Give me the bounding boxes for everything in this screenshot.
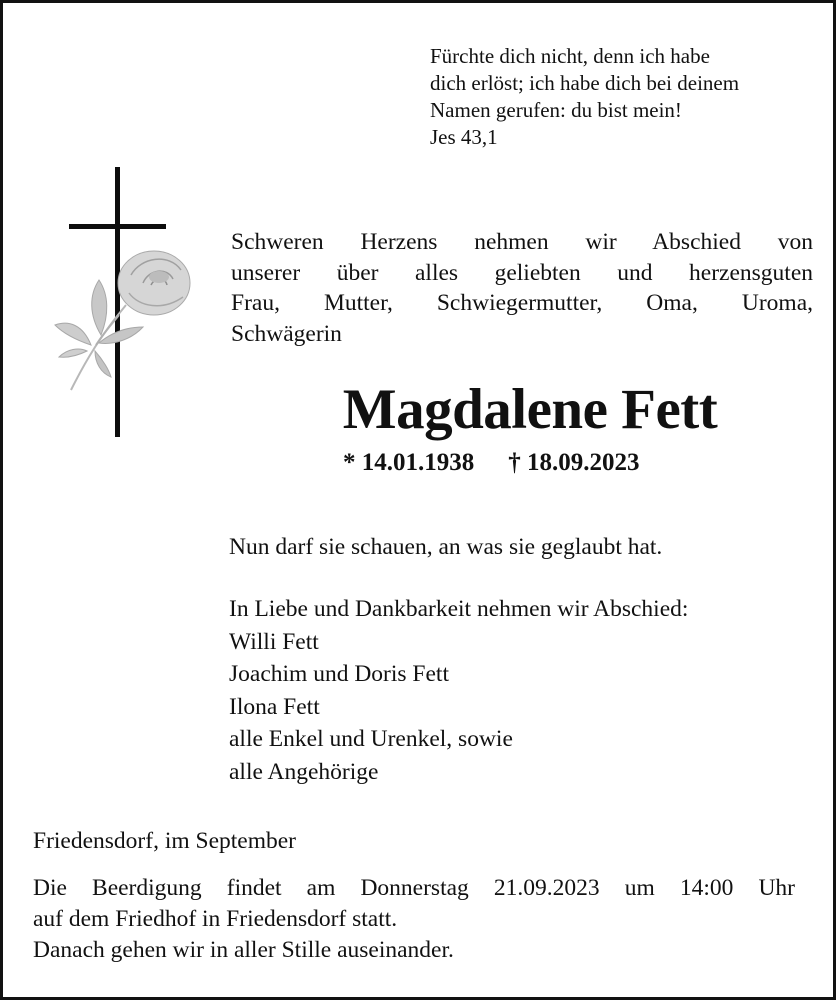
birth-date: * 14.01.1938 — [343, 449, 475, 476]
mourner-name: alle Angehörige — [229, 758, 379, 785]
quote-line: Namen gerufen: du bist mein! — [430, 98, 682, 122]
bible-quote — [430, 43, 820, 151]
funeral-line: Danach gehen wir in aller Stille auseinander. — [33, 937, 454, 963]
mourner-name: Ilona Fett — [229, 693, 320, 720]
intro-text — [231, 227, 813, 349]
mourners-heading: In Liebe und Dankbarkeit nehmen wir Abschied: — [229, 596, 689, 622]
life-dates — [343, 447, 743, 479]
rose-icon — [55, 251, 190, 390]
intro-line: Schweren Herzens nehmen wir Abschied von — [231, 229, 813, 255]
intro-line: Schwägerin — [231, 320, 342, 347]
quote-line: dich erlöst; ich habe dich bei deinem — [430, 71, 740, 95]
death-date: † 18.09.2023 — [508, 449, 640, 476]
mourner-name: Joachim und Doris Fett — [229, 661, 449, 687]
motto-text: Nun darf sie schauen, an was sie geglaubt hat. — [229, 534, 663, 560]
funeral-line: Die Beerdigung findet am Donnerstag 21.09.2023 um 14:00 Uhr — [33, 875, 795, 901]
mourner-name: Willi Fett — [229, 628, 319, 655]
quote-line: Fürchte dich nicht, denn ich habe — [430, 44, 710, 68]
funeral-details — [33, 873, 795, 966]
place-and-date: Friedensdorf, im September — [33, 828, 297, 854]
mourner-name: alle Enkel und Urenkel, sowie — [229, 726, 513, 752]
mourners-list — [229, 593, 688, 788]
cross-icon — [51, 165, 201, 440]
quote-reference: Jes 43,1 — [430, 125, 498, 149]
intro-line: unserer über alles geliebten und herzensguten — [231, 259, 813, 286]
intro-line: Frau, Mutter, Schwiegermutter, Oma, Uroma, — [231, 290, 813, 316]
deceased-name: Magdalene Fett — [342, 378, 718, 441]
cross-and-rose-emblem — [51, 165, 201, 440]
funeral-line: auf dem Friedhof in Friedensdorf statt. — [33, 906, 398, 932]
